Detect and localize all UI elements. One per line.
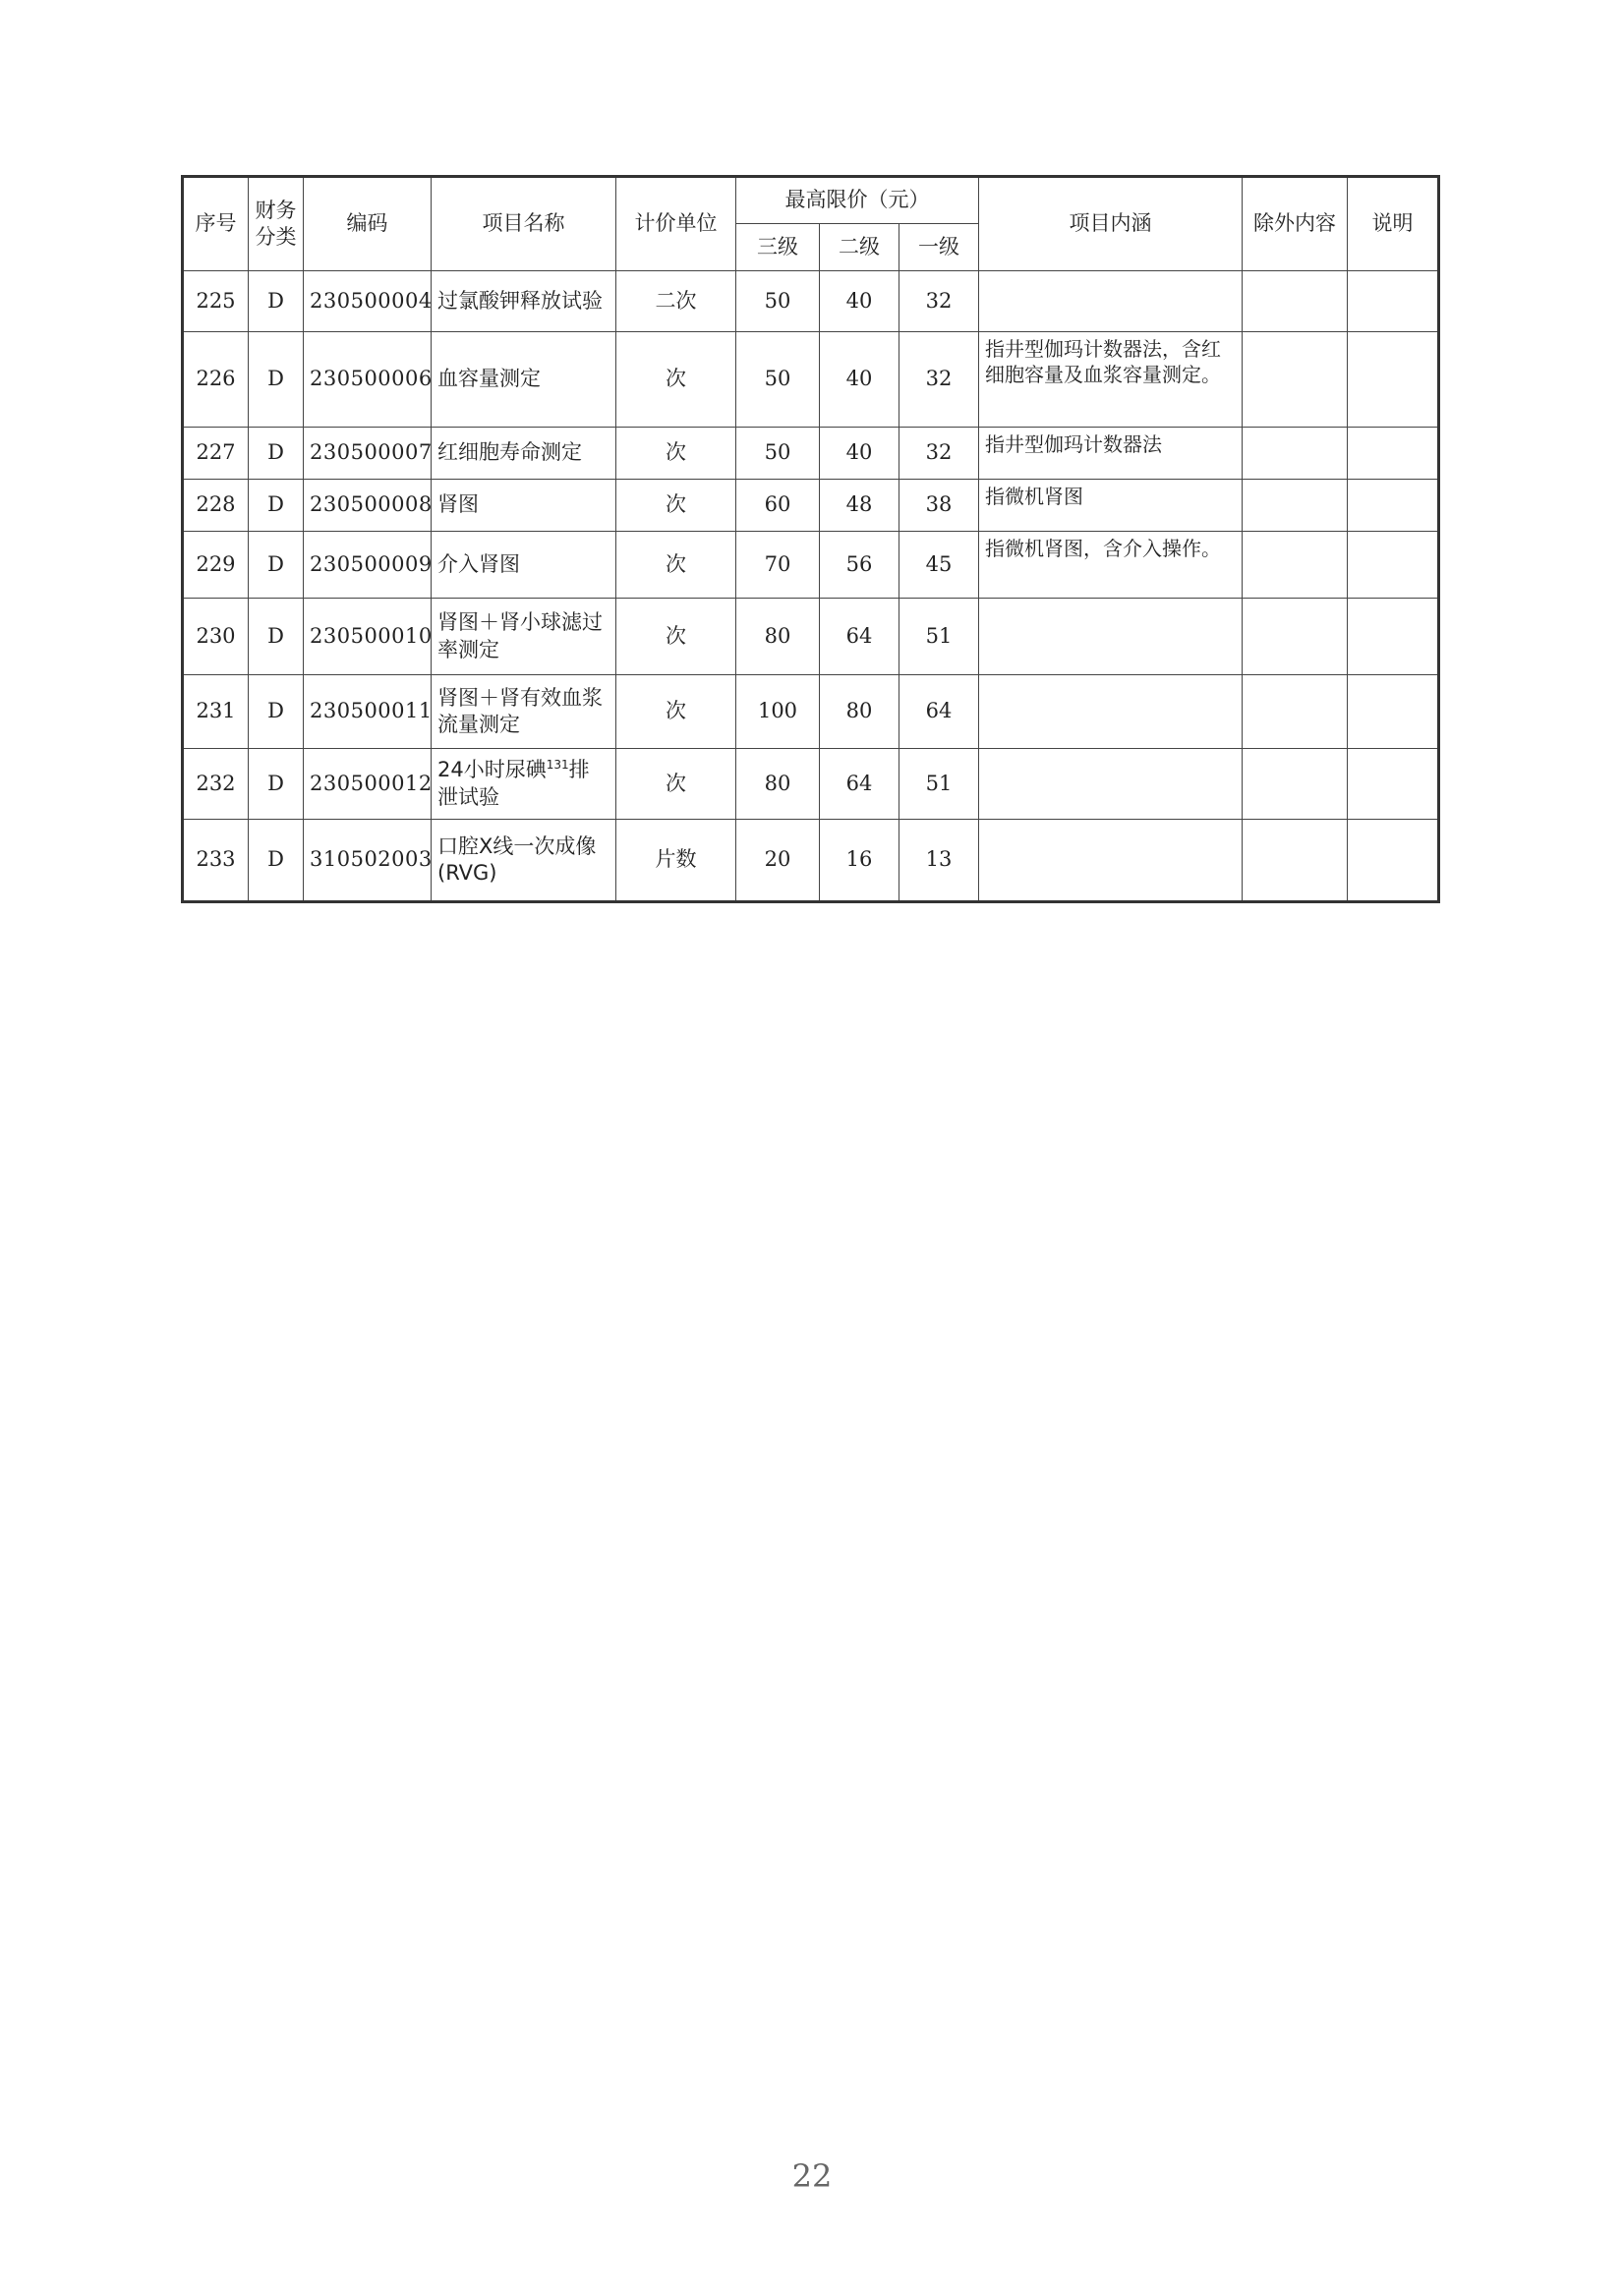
row-note <box>1348 332 1439 428</box>
row-note <box>1348 271 1439 332</box>
row-unit: 片数 <box>616 820 736 902</box>
row-code: 310502003 <box>304 820 432 902</box>
row-content: 指井型伽玛计数器法，含红细胞容量及血浆容量测定。 <box>979 332 1243 428</box>
header-unit: 计价单位 <box>616 177 736 271</box>
row-price-level1: 51 <box>899 599 979 675</box>
row-price-level2: 16 <box>820 820 899 902</box>
row-content: 指井型伽玛计数器法 <box>979 428 1243 480</box>
row-name: 红细胞寿命测定 <box>432 428 616 480</box>
row-fin-cat: D <box>249 749 304 820</box>
row-exclude <box>1243 480 1348 532</box>
row-note <box>1348 820 1439 902</box>
table-body <box>183 271 1439 902</box>
row-seq: 233 <box>183 820 249 902</box>
row-unit: 次 <box>616 428 736 480</box>
row-exclude <box>1243 820 1348 902</box>
row-price-level1: 51 <box>899 749 979 820</box>
row-price-level3: 20 <box>736 820 820 902</box>
row-content: 指微机肾图 <box>979 480 1243 532</box>
table-row <box>183 820 1439 902</box>
row-content <box>979 820 1243 902</box>
table-row <box>183 332 1439 428</box>
row-fin-cat: D <box>249 480 304 532</box>
row-name: 肾图＋肾有效血浆流量测定 <box>432 675 616 749</box>
row-note <box>1348 428 1439 480</box>
row-code: 230500008 <box>304 480 432 532</box>
row-seq: 227 <box>183 428 249 480</box>
page-number: 22 <box>791 2157 833 2195</box>
row-price-level1: 32 <box>899 332 979 428</box>
row-unit: 次 <box>616 480 736 532</box>
row-price-level3: 50 <box>736 428 820 480</box>
row-price-level2: 64 <box>820 749 899 820</box>
row-seq: 230 <box>183 599 249 675</box>
header-level3: 三级 <box>736 224 820 271</box>
row-name <box>432 749 616 820</box>
table-row <box>183 428 1439 480</box>
row-price-level3: 50 <box>736 271 820 332</box>
table-row <box>183 749 1439 820</box>
row-fin-cat: D <box>249 675 304 749</box>
row-name: 血容量测定 <box>432 332 616 428</box>
row-name: 肾图 <box>432 480 616 532</box>
row-name-post: 排泄试验 <box>437 758 590 809</box>
row-seq: 231 <box>183 675 249 749</box>
row-fin-cat: D <box>249 820 304 902</box>
row-exclude <box>1243 428 1348 480</box>
row-exclude <box>1243 675 1348 749</box>
row-exclude <box>1243 749 1348 820</box>
table-row <box>183 271 1439 332</box>
row-content <box>979 599 1243 675</box>
row-code: 230500011 <box>304 675 432 749</box>
row-note <box>1348 749 1439 820</box>
row-price-level3: 100 <box>736 675 820 749</box>
row-price-level1: 45 <box>899 532 979 599</box>
price-table <box>181 175 1440 903</box>
row-fin-cat: D <box>249 332 304 428</box>
row-price-level2: 40 <box>820 332 899 428</box>
row-price-level3: 50 <box>736 332 820 428</box>
table-row <box>183 532 1439 599</box>
header-content: 项目内涵 <box>979 177 1243 271</box>
row-code: 230500006 <box>304 332 432 428</box>
row-price-level3: 70 <box>736 532 820 599</box>
table-row <box>183 675 1439 749</box>
row-price-level2: 80 <box>820 675 899 749</box>
row-note <box>1348 599 1439 675</box>
row-unit: 次 <box>616 675 736 749</box>
row-exclude <box>1243 532 1348 599</box>
row-note <box>1348 532 1439 599</box>
row-code: 230500007 <box>304 428 432 480</box>
row-price-level2: 40 <box>820 428 899 480</box>
row-content <box>979 749 1243 820</box>
row-name: 过氯酸钾释放试验 <box>432 271 616 332</box>
table-row <box>183 480 1439 532</box>
header-level1: 一级 <box>899 224 979 271</box>
row-note <box>1348 675 1439 749</box>
header-note: 说明 <box>1348 177 1439 271</box>
row-exclude <box>1243 332 1348 428</box>
row-fin-cat: D <box>249 271 304 332</box>
row-seq: 228 <box>183 480 249 532</box>
row-seq: 225 <box>183 271 249 332</box>
row-code: 230500010 <box>304 599 432 675</box>
row-name: 肾图＋肾小球滤过率测定 <box>432 599 616 675</box>
row-price-level2: 40 <box>820 271 899 332</box>
row-name: 介入肾图 <box>432 532 616 599</box>
row-name-pre: 24小时尿碘 <box>437 758 547 782</box>
row-price-level3: 60 <box>736 480 820 532</box>
row-seq: 229 <box>183 532 249 599</box>
row-seq: 226 <box>183 332 249 428</box>
row-fin-cat: D <box>249 428 304 480</box>
row-unit: 次 <box>616 749 736 820</box>
row-content <box>979 675 1243 749</box>
row-code: 230500012 <box>304 749 432 820</box>
row-unit: 二次 <box>616 271 736 332</box>
row-price-level1: 13 <box>899 820 979 902</box>
row-content <box>979 271 1243 332</box>
row-name: 口腔X线一次成像(RVG) <box>432 820 616 902</box>
row-unit: 次 <box>616 332 736 428</box>
row-price-level2: 56 <box>820 532 899 599</box>
row-fin-cat: D <box>249 599 304 675</box>
row-unit: 次 <box>616 532 736 599</box>
row-price-level2: 64 <box>820 599 899 675</box>
header-code: 编码 <box>304 177 432 271</box>
row-price-level1: 64 <box>899 675 979 749</box>
row-exclude <box>1243 271 1348 332</box>
row-seq: 232 <box>183 749 249 820</box>
row-price-level3: 80 <box>736 749 820 820</box>
row-fin-cat: D <box>249 532 304 599</box>
table-row <box>183 599 1439 675</box>
row-price-level3: 80 <box>736 599 820 675</box>
header-name: 项目名称 <box>432 177 616 271</box>
header-fin-cat: 财务分类 <box>249 177 304 271</box>
header-exclude: 除外内容 <box>1243 177 1348 271</box>
row-code: 230500004 <box>304 271 432 332</box>
row-price-level1: 32 <box>899 428 979 480</box>
row-price-level2: 48 <box>820 480 899 532</box>
row-price-level1: 38 <box>899 480 979 532</box>
header-price: 最高限价（元） <box>736 177 979 224</box>
header-seq: 序号 <box>183 177 249 271</box>
row-exclude <box>1243 599 1348 675</box>
row-unit: 次 <box>616 599 736 675</box>
row-content: 指微机肾图，含介入操作。 <box>979 532 1243 599</box>
row-note <box>1348 480 1439 532</box>
row-code: 230500009 <box>304 532 432 599</box>
header-level2: 二级 <box>820 224 899 271</box>
row-name-sup: 131 <box>546 758 569 773</box>
row-price-level1: 32 <box>899 271 979 332</box>
